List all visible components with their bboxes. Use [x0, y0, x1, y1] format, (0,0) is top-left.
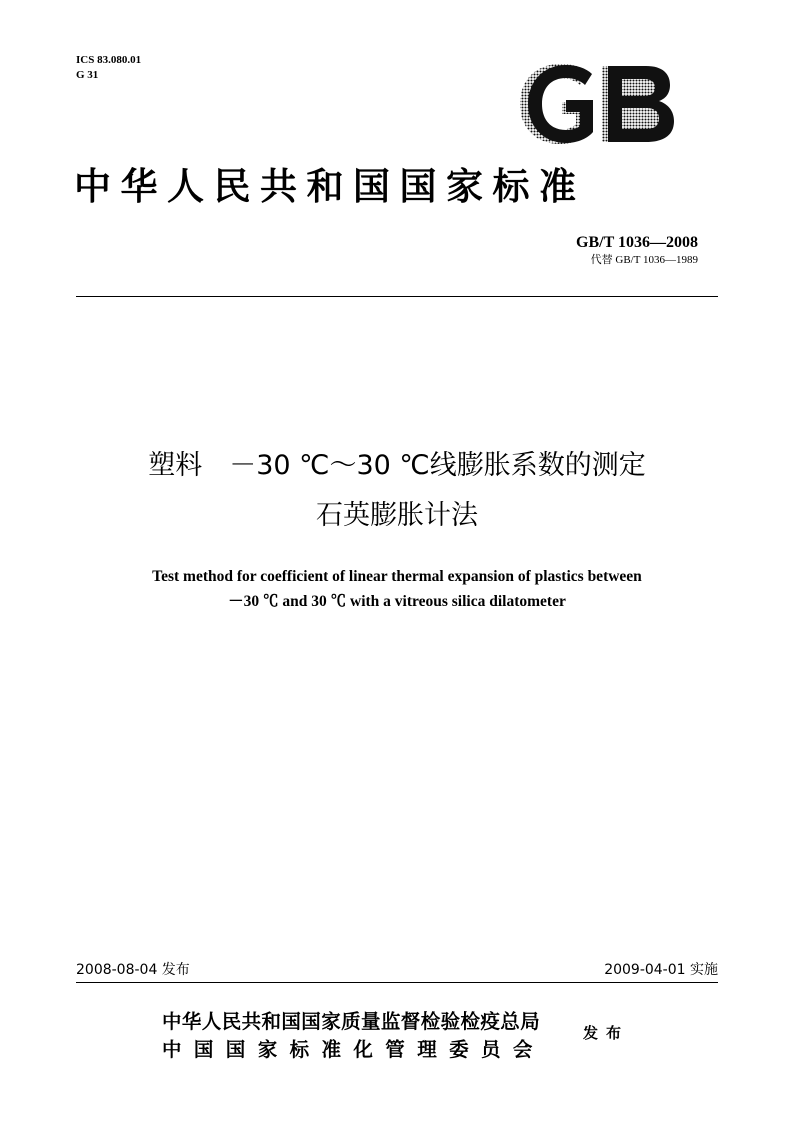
title-en-line1: Test method for coefficient of linear thermal expansion of plastics between — [152, 568, 642, 585]
issuer-1: 中华人民共和国国家质量监督检验检疫总局 — [162, 1010, 541, 1033]
ics-classification — [76, 53, 141, 83]
title-en-line2: －30 ℃ and 30 ℃ with a vitreous silica dilatometer — [228, 593, 566, 610]
gb-logo — [518, 64, 676, 144]
publish-date: 2008-08-04 发布 — [76, 962, 190, 978]
issue-label: 发布 — [583, 1024, 630, 1042]
standard-code: GB/T 1036—2008 — [576, 234, 698, 251]
issuers-block — [162, 1008, 545, 1064]
title-cn-line2: 石英膨胀计法 — [316, 500, 478, 531]
main-title: 中华人民共和国国家标准 — [74, 164, 586, 208]
standard-code-block — [576, 233, 698, 268]
ics-code: ICS 83.080.01 — [76, 54, 142, 66]
ccs-code: G 31 — [76, 69, 99, 81]
header-divider — [76, 296, 718, 297]
title-cn-line1: 塑料 －30 ℃～30 ℃线膨胀系数的测定 — [148, 450, 646, 481]
replaces-code: 代替 GB/T 1036—1989 — [590, 254, 698, 266]
issuer-2: 中国国家标准化管理委员会 — [162, 1038, 545, 1061]
footer-divider — [76, 982, 718, 983]
implement-date: 2009-04-01 实施 — [604, 962, 718, 978]
